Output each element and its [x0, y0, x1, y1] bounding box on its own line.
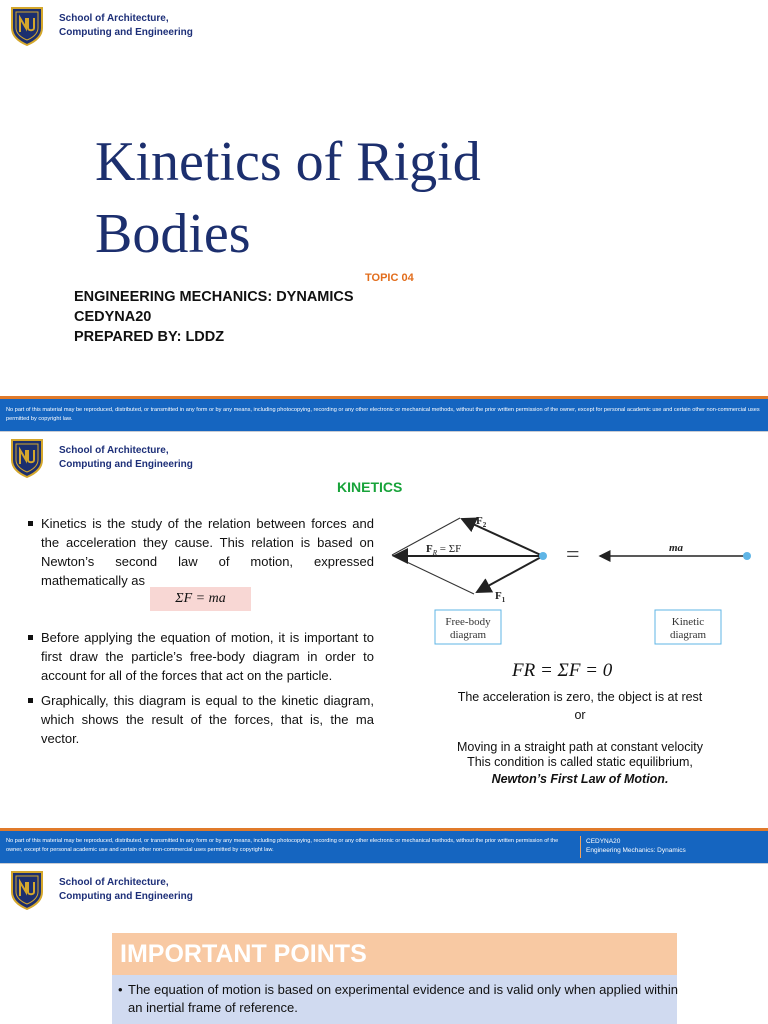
- footer-course-code: CEDYNA20: [586, 838, 621, 845]
- important-points-title: IMPORTANT POINTS: [120, 940, 367, 968]
- equilibrium-equation: FR = ΣF = 0: [512, 660, 613, 681]
- or-line: or: [574, 708, 586, 722]
- course-code: CEDYNA20: [74, 309, 152, 325]
- newton-second-law-formula: ΣF = ma: [150, 587, 251, 611]
- school-line1: School of Architecture,: [59, 445, 169, 456]
- label-f1: $F_1$: [495, 590, 506, 604]
- school-line1: School of Architecture,: [59, 13, 169, 24]
- slide-kinetics: [0, 432, 768, 864]
- university-seal-icon: [8, 6, 46, 46]
- page-title: [95, 126, 655, 270]
- parallelogram-edge: [392, 555, 474, 594]
- school-name: [59, 12, 193, 40]
- footer-course: [586, 837, 686, 855]
- label-ma: ma: [669, 542, 684, 554]
- force-f2-arrow: [462, 519, 543, 556]
- bullet-item: Graphically, this diagram is equal to the kinetic diagram, which shows the result of the forces, that is, the ma vector.: [28, 691, 374, 748]
- equals-sign: =: [566, 542, 580, 568]
- fbd-label-line1: Free-body: [445, 616, 491, 628]
- kinetics-heading: KINETICS: [337, 479, 403, 495]
- prepared-by: PREPARED BY: LDDZ: [74, 329, 225, 345]
- kinetic-particle-dot: [743, 552, 751, 560]
- slide-title: [0, 0, 768, 432]
- acceleration-text: [436, 688, 724, 724]
- newton-first-law: Newton’s First Law of Motion.: [491, 772, 669, 786]
- important-points-heading: [112, 933, 677, 975]
- condition-text: This condition is called static equilibrium,: [467, 755, 693, 769]
- course-title: ENGINEERING MECHANICS: DYNAMICS: [74, 289, 354, 305]
- force-f1-arrow: [477, 556, 543, 592]
- slide-important-points: [0, 864, 768, 1024]
- kd-label-line1: Kinetic: [671, 616, 705, 628]
- copyright-notice: No part of this material may be reproduced, distributed, or transmitted in any form or by any means, including photocopying, recording or any other electronic or mechanical methods, without the prior written permission of the owner, except for personal academic use and certain other non-commercial uses permitted by copyright law.: [6, 407, 760, 422]
- list-item: • The equation of motion is based on experimental evidence and is valid only when applied within an inertial frame of reference.: [118, 981, 678, 1017]
- university-seal-icon: [8, 438, 46, 478]
- bullet-item: Kinetics is the study of the relation between forces and the acceleration they cause. This relation is based on Newton’s second law of motion, expressed mathematically as: [28, 514, 374, 590]
- particle-dot: [539, 552, 547, 560]
- university-seal-icon: [8, 870, 46, 910]
- copyright-footer: [0, 396, 768, 432]
- copyright-footer: [0, 828, 768, 864]
- copyright-notice: No part of this material may be reproduced, distributed, or transmitted in any form or by any means, including photocopying, recording or any other electronic or mechanical methods, without the prior written permission of the owner, except for personal academic use and certain other non-commercial uses permitted by copyright law.: [6, 838, 559, 853]
- label-fr: $F_R = \Sigma F$: [426, 543, 462, 557]
- school-name: [59, 444, 193, 472]
- free-body-kinetic-diagram: [378, 504, 758, 654]
- accel-line: The acceleration is zero, the object is at rest: [457, 690, 703, 704]
- fbd-label-line2: diagram: [449, 629, 487, 641]
- bullet-list: [28, 514, 374, 748]
- title-line1: Kinetics of Rigid: [95, 131, 481, 193]
- school-line2: Computing and Engineering: [59, 27, 193, 38]
- school-line1: School of Architecture,: [59, 877, 169, 888]
- moving-text: Moving in a straight path at constant velocity: [457, 740, 703, 754]
- title-line2: Bodies: [95, 203, 251, 265]
- school-line2: Computing and Engineering: [59, 891, 193, 902]
- school-line2: Computing and Engineering: [59, 459, 193, 470]
- topic-label: TOPIC 04: [365, 272, 414, 284]
- kd-label-line2: diagram: [669, 629, 707, 641]
- bullet-item: Before applying the equation of motion, it is important to first draw the particle’s free-body diagram in order to account for all of the forces that act on the particle.: [28, 628, 374, 685]
- footer-course-name: Engineering Mechanics: Dynamics: [586, 847, 686, 854]
- school-name: [59, 876, 193, 904]
- label-f2: $F_2$: [476, 515, 487, 529]
- course-info: [74, 287, 354, 347]
- important-points-list: [112, 975, 677, 1024]
